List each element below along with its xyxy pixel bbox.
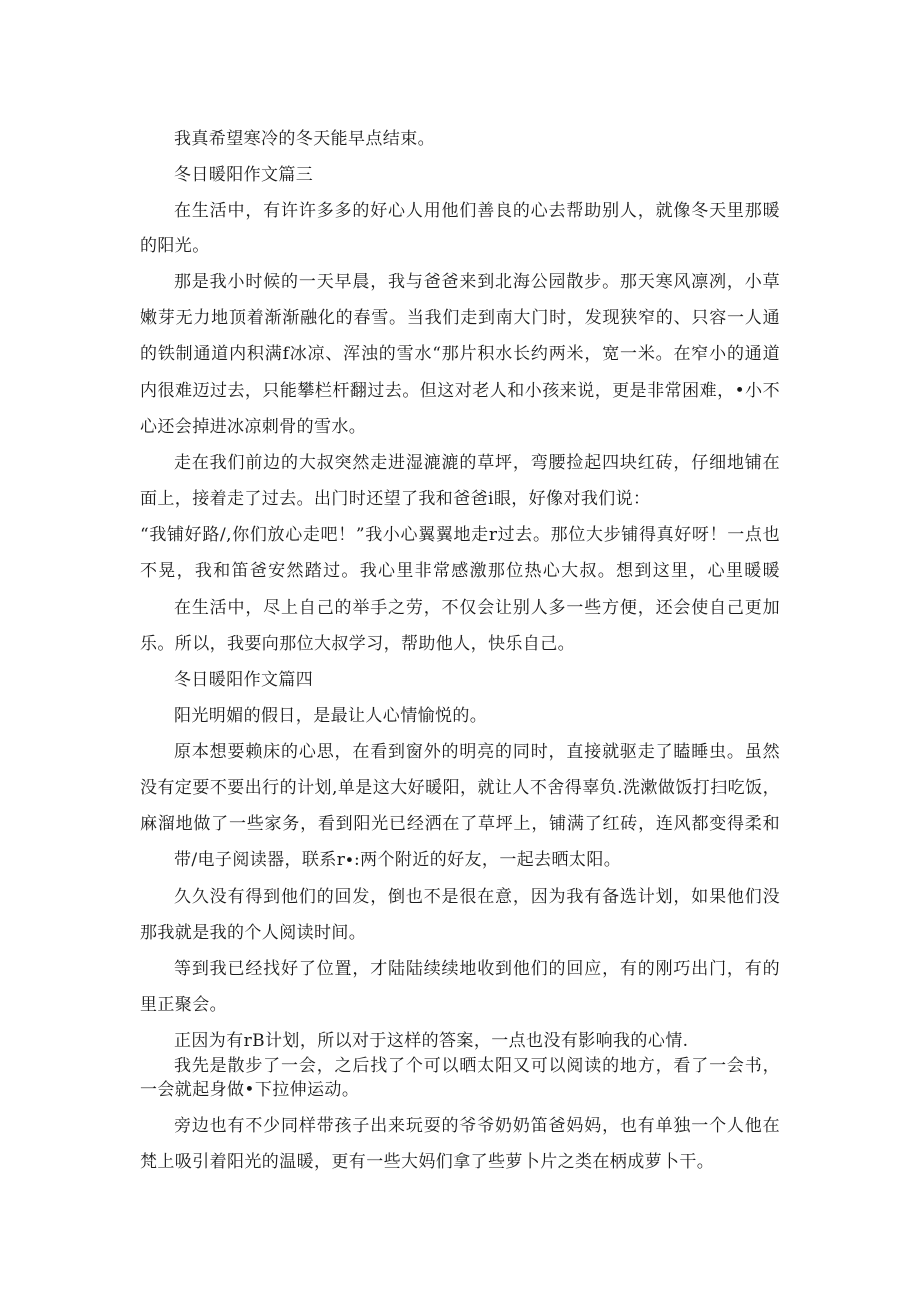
paragraph-line: 内很难迈过去，只能攀栏杆翻过去。但这对老人和小孩来说，更是非常困难，•小不	[140, 381, 780, 401]
paragraph-line: 在生活中，尽上自己的举手之劳，不仅会让别人多一些方便，还会使自己更加	[174, 598, 780, 618]
paragraph-line: 梵上吸引着阳光的温暖，更有一些大妈们拿了些萝卜片之类在柄成萝卜干。	[140, 1152, 715, 1172]
paragraph-line: 没有定要不要出行的计划,单是这大好暖阳，就让人不舍得辜负.洗漱做饭打扫吃饭，	[140, 778, 780, 798]
paragraph-line: 乐。所以，我要向那位大叔学习，帮助他人，快乐自己。	[140, 634, 575, 654]
paragraph-line: 心还会掉进冰凉刺骨的雪水。	[140, 417, 367, 437]
paragraph-line: 原本想要赖床的心思，在看到窗外的明亮的同时，直接就驱走了瞌睡虫。虽然	[174, 742, 780, 762]
paragraph-line: 面上，接着走了过去。出门时还望了我和爸爸i眼，好像对我们说：	[140, 489, 651, 509]
paragraph-line: 一会就起身做•下拉伸运动。	[140, 1080, 360, 1100]
section-heading: 冬日暖阳作文篇四	[174, 670, 314, 690]
section-heading: 冬日暖阳作文篇三	[174, 165, 314, 185]
paragraph-line: 走在我们前边的大叔突然走进湿漉漉的草坪，弯腰捡起四块红砖，仔细地铺在	[174, 453, 780, 473]
paragraph-line: 久久没有得到他们的回发，倒也不是很在意，因为我有备选计划，如果他们没	[174, 887, 780, 907]
paragraph-line: 带/电子阅读器，联系r∙:两个附近的好友，一起去晒太阳。	[174, 850, 622, 870]
paragraph-line: 我真希望寒冷的冬天能早点结束。	[174, 129, 435, 149]
paragraph-line: 我先是散步了一会，之后找了个可以晒太阳又可以阅读的地方，看了一会书，	[174, 1056, 780, 1076]
paragraph-line: 等到我已经找好了位置，才陆陆续续地收到他们的回应，有的刚巧出门，有的	[174, 959, 780, 979]
paragraph-line: 里正聚会。	[140, 995, 227, 1015]
paragraph-line: 阳光明媚的假日，是最让人心情愉悦的。	[174, 706, 488, 726]
paragraph-line: 的铁制通道内积满f冰凉、浑浊的雪水“那片积水长约两米，宽一米。在窄小的通道	[140, 344, 780, 364]
paragraph-line: 那我就是我的个人阅读时间。	[140, 923, 367, 943]
paragraph-line: 不晃，我和笛爸安然踏过。我心里非常感激那位热心大叔。想到这里，心里暖暖	[140, 561, 780, 581]
paragraph-line: 的阳光。	[140, 236, 210, 256]
paragraph-line: 嫩芽无力地顶着渐渐融化的春雪。当我们走到南大门时，发现狭窄的、只容一人通	[140, 308, 780, 328]
paragraph-line: 在生活中，有许许多多的好心人用他们善良的心去帮助别人，就像冬天里那暖	[174, 201, 780, 221]
paragraph-line: 旁边也有不少同样带孩子出来玩耍的爷爷奶奶笛爸妈妈，也有单独一个人他在	[174, 1116, 780, 1136]
paragraph-line: “我铺好路/,你们放心走吧！”我小心翼翼地走r过去。那位大步铺得真好呀！一点也	[140, 525, 780, 545]
paragraph-line: 正因为有rB计划，所以对于这样的答案，一点也没有影响我的心情.	[174, 1031, 689, 1051]
paragraph-line: 麻溜地做了一些家务，看到阳光已经洒在了草坪上，铺满了红砖，连风都变得柔和	[140, 814, 780, 834]
paragraph-line: 那是我小时候的一天早晨，我与爸爸来到北海公园散步。那天寒风凛冽，小草	[174, 272, 780, 292]
